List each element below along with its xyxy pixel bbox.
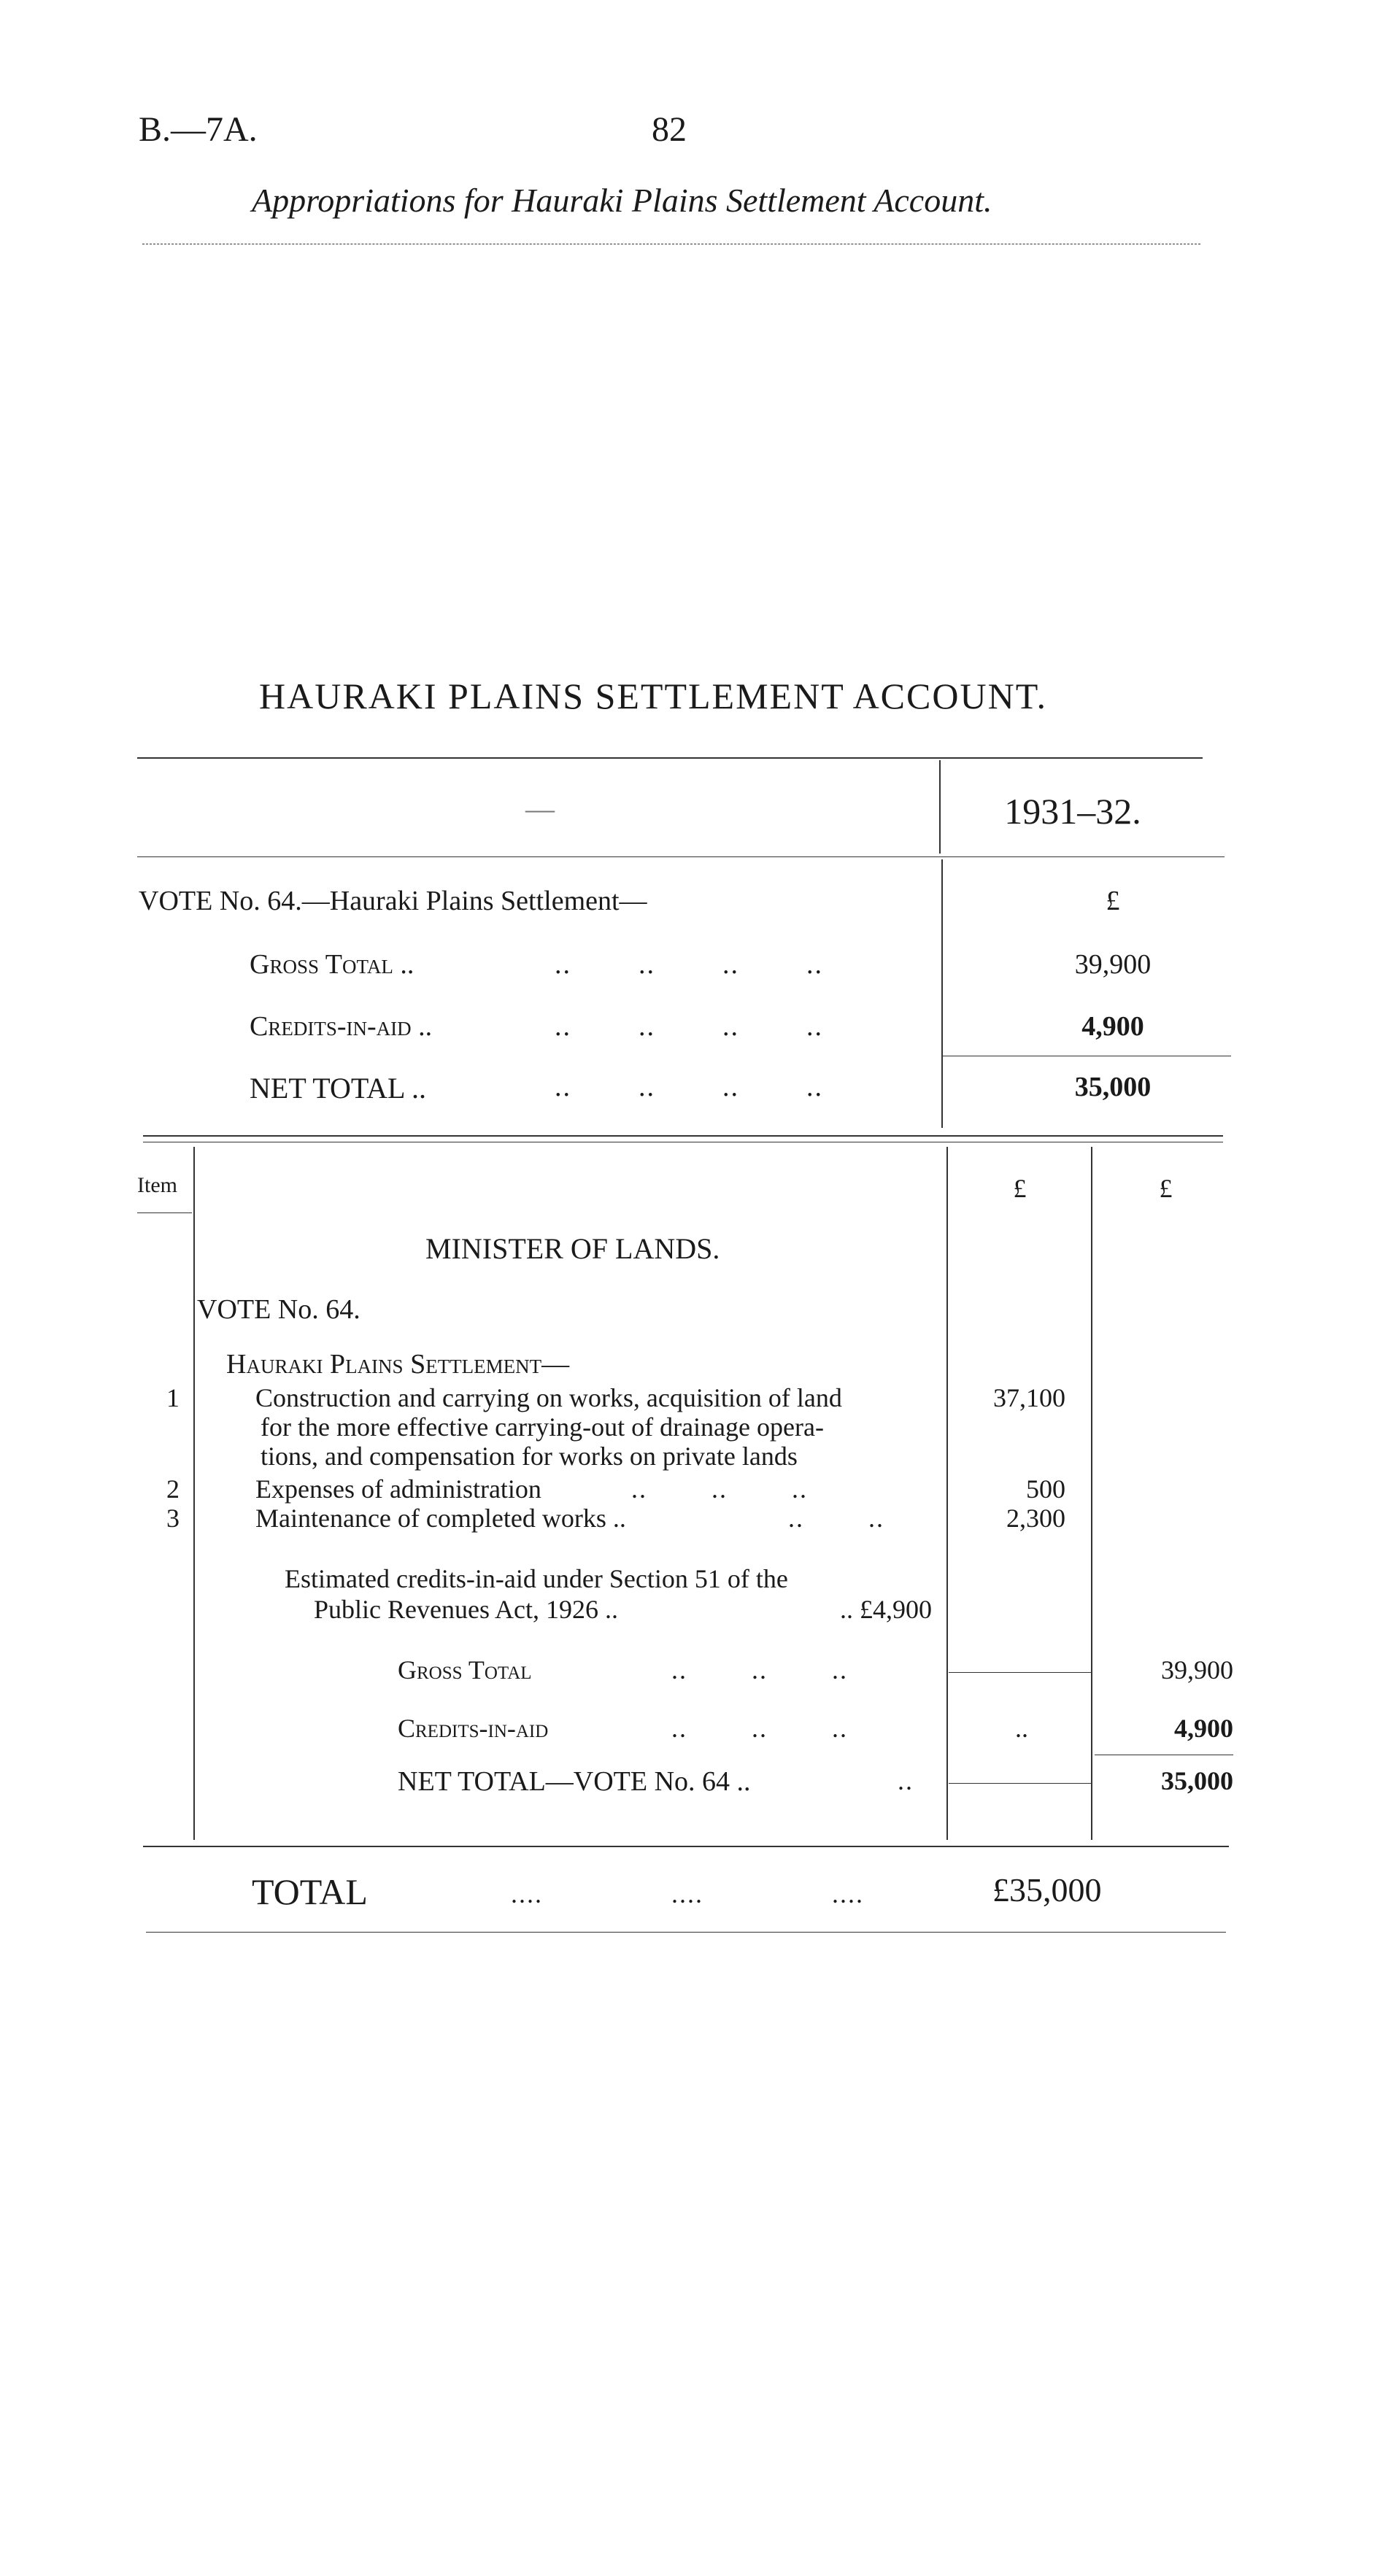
item-description-line: Expenses of administration bbox=[255, 1474, 541, 1504]
detail-net-value: 35,000 bbox=[1161, 1766, 1233, 1795]
total-leader: .... .... .... bbox=[511, 1879, 864, 1908]
minister-heading: MINISTER OF LANDS. bbox=[425, 1232, 720, 1265]
item-description-line: Construction and carrying on works, acquisition of land bbox=[255, 1383, 842, 1412]
detail-currency-2: £ bbox=[1159, 1174, 1173, 1203]
detail-credits-label: Credits-in-aid bbox=[398, 1714, 549, 1743]
summary-top-rule bbox=[137, 757, 1203, 759]
total-value: £35,000 bbox=[992, 1871, 1102, 1908]
item-description-line: for the more effective carrying-out of drainage opera- bbox=[261, 1412, 824, 1442]
item-description-line: tions, and compensation for works on private lands bbox=[261, 1442, 798, 1471]
detail-credits-value: 4,900 bbox=[1174, 1714, 1233, 1743]
item-amount: 500 bbox=[1026, 1474, 1065, 1504]
item-amount: 2,300 bbox=[1006, 1504, 1065, 1533]
summary-net-leader: .. .. .. .. bbox=[555, 1072, 823, 1102]
item-number: 1 bbox=[166, 1383, 180, 1412]
detail-credits-dots: .. bbox=[1015, 1714, 1028, 1743]
item-leader: .. .. bbox=[788, 1504, 884, 1533]
vote-heading: VOTE No. 64. bbox=[197, 1294, 360, 1325]
page-subtitle: Appropriations for Hauraki Plains Settlement Account. bbox=[252, 182, 992, 219]
detail-gross-leader: .. .. .. bbox=[671, 1655, 848, 1685]
account-title: HAURAKI PLAINS SETTLEMENT ACCOUNT. bbox=[259, 676, 1048, 716]
summary-net-label: NET TOTAL .. bbox=[250, 1072, 426, 1105]
detail-gross-rule bbox=[949, 1672, 1091, 1673]
summary-col-dash: — bbox=[525, 792, 555, 825]
summary-header-divider bbox=[939, 760, 941, 854]
summary-credits-label: Credits-in-aid .. bbox=[250, 1011, 433, 1042]
summary-vote-line: VOTE No. 64.—Hauraki Plains Settlement— bbox=[139, 886, 647, 916]
summary-gross-leader: .. .. .. .. bbox=[555, 949, 823, 980]
detail-net-label: NET TOTAL—VOTE No. 64 .. bbox=[398, 1766, 751, 1797]
detail-item-header-rule bbox=[137, 1212, 192, 1213]
detail-currency-1: £ bbox=[1013, 1174, 1027, 1203]
detail-net-leader: .. bbox=[898, 1766, 914, 1795]
credits-note-line-1: Estimated credits-in-aid under Section 51 of the bbox=[285, 1564, 788, 1593]
item-amount: 37,100 bbox=[993, 1383, 1065, 1412]
section-heading: Hauraki Plains Settlement— bbox=[226, 1349, 570, 1380]
detail-gross-value: 39,900 bbox=[1161, 1655, 1233, 1685]
total-label: TOTAL bbox=[252, 1871, 368, 1912]
detail-item-header: Item bbox=[137, 1173, 177, 1197]
credits-note-line-2: Public Revenues Act, 1926 .. bbox=[314, 1595, 618, 1624]
detail-credits-leader: .. .. .. bbox=[671, 1714, 848, 1743]
summary-divider bbox=[941, 859, 943, 1128]
detail-gross-label: Gross Total bbox=[398, 1655, 532, 1685]
summary-net-value: 35,000 bbox=[1074, 1072, 1152, 1102]
summary-credits-value: 4,900 bbox=[1081, 1011, 1144, 1042]
item-leader: .. .. .. bbox=[631, 1474, 808, 1504]
summary-credits-leader: .. .. .. .. bbox=[555, 1011, 823, 1042]
summary-gross-label: Gross Total .. bbox=[250, 949, 414, 980]
detail-col2-divider bbox=[1091, 1147, 1092, 1840]
detail-item-divider bbox=[193, 1147, 195, 1840]
summary-currency: £ bbox=[1106, 886, 1120, 916]
summary-bottom-rule-1 bbox=[143, 1135, 1223, 1137]
summary-gross-value: 39,900 bbox=[1074, 949, 1152, 980]
detail-net-rule bbox=[949, 1783, 1091, 1784]
item-number: 3 bbox=[166, 1504, 180, 1533]
document-ref: B.—7A. bbox=[139, 110, 258, 149]
detail-bottom-rule bbox=[143, 1846, 1229, 1847]
credits-note-amount: .. £4,900 bbox=[840, 1595, 932, 1624]
summary-col-year: 1931–32. bbox=[1004, 791, 1141, 832]
summary-header-rule bbox=[137, 856, 1225, 857]
item-number: 2 bbox=[166, 1474, 180, 1504]
detail-col1-divider bbox=[946, 1147, 948, 1840]
total-bottom-rule bbox=[146, 1932, 1226, 1933]
page-number: 82 bbox=[652, 110, 687, 149]
item-description-line: Maintenance of completed works .. bbox=[255, 1504, 626, 1533]
